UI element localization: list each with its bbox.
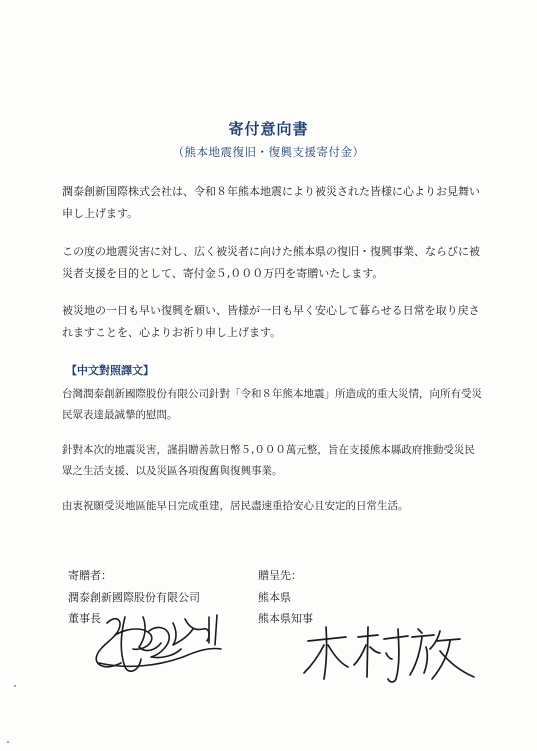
scan-speck xyxy=(14,685,16,687)
recipient-label: 贈呈先： xyxy=(258,569,302,582)
japanese-paragraph-1: 潤泰創新国際株式会社は、令和８年熊本地震により被災された皆様に心よりお見舞い申し上げます。 xyxy=(62,185,480,220)
donor-label: 寄贈者： xyxy=(68,569,112,582)
donor-signature xyxy=(85,605,235,680)
recipient-name: 熊本県 xyxy=(258,591,291,604)
chinese-paragraph-3: 由衷祝願受災地區能早日完成重建，居民盡速重拾安心且安定的日常生活。 xyxy=(62,500,409,512)
donor-organization: 潤泰創新國際股份有限公司 xyxy=(68,591,200,604)
recipient-title: 熊本県知事 xyxy=(258,612,313,625)
chinese-translation-heading: 【中文對照譯文】 xyxy=(66,364,154,377)
recipient-signature xyxy=(300,623,480,688)
japanese-paragraph-2: この度の地震災害に対し、広く被災者に向けた熊本県の復旧・復興事業、ならびに被災者支援を目的として、寄付金５,０００万円を寄贈いたします。 xyxy=(62,245,480,280)
donor-title: 董事長 xyxy=(68,612,101,625)
japanese-paragraph-3: 被災地の一日も早い復興を願い、皆様が一日も早く安心して暮らせる日常を取り戻されますことを、心よりお祈り申し上げます。 xyxy=(62,304,480,339)
chinese-paragraph-1: 台灣潤泰創新國際股份有限公司針對「令和８年熊本地震」所造成的重大災情，向所有受災民眾表達最誠摯的慰問。 xyxy=(62,388,482,421)
scan-speck xyxy=(7,741,9,743)
document-title: 寄付意向書 xyxy=(228,120,309,138)
chinese-paragraph-2: 針對本次的地震災害，謹捐贈善款日幣５,０００萬元整，旨在支援熊本縣政府推動受災民眾之生活支援、以及災區各項復舊與復興事業。 xyxy=(62,444,475,477)
document-subtitle: （熊本地震復旧・復興支援寄付金） xyxy=(172,145,365,159)
